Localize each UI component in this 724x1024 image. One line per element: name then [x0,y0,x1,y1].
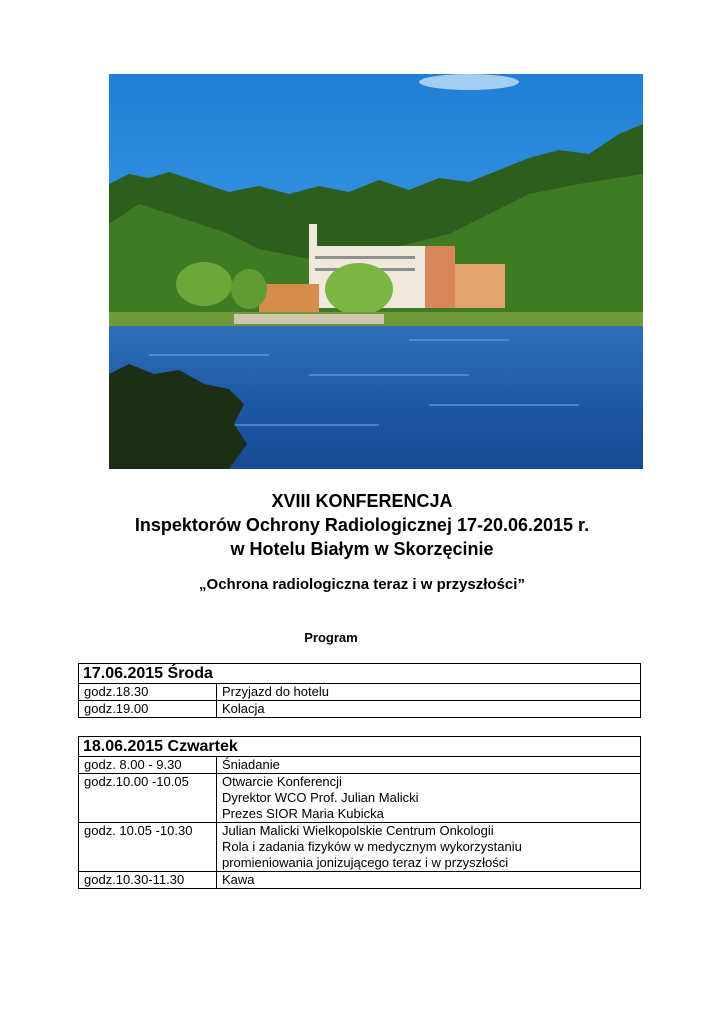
event-line: Otwarcie Konferencji [222,774,342,789]
conference-motto: „Ochrona radiologiczna teraz i w przyszłości” [199,576,525,593]
conference-subtitle: Inspektorów Ochrony Radiologicznej 17-20.06.2015 r. [134,515,590,535]
schedule-event [217,872,641,889]
day-header: 18.06.2015 Czwartek [79,737,641,757]
schedule-time: godz.10.00 -10.05 [79,774,217,823]
schedule-time: godz.18.30 [79,684,217,701]
schedule-day-1 [78,663,641,718]
event-line: Dyrektor WCO Prof. Julian Malicki [222,790,419,805]
schedule-time: godz. 10.05 -10.30 [79,823,217,872]
schedule-row [79,774,641,823]
event-line: promieniowania jonizującego teraz i w przyszłości [222,855,509,870]
event-line: Prezes SIOR Maria Kubicka [222,806,384,821]
schedule-event [217,757,641,774]
schedule-event [217,701,641,718]
event-line: Śniadanie [222,757,280,772]
schedule-row [79,823,641,872]
event-line: Kawa [222,872,255,887]
event-line: Przyjazd do hotelu [222,684,329,699]
schedule-row [79,757,641,774]
schedule-event [217,823,641,872]
event-line: Kolacja [222,701,265,716]
day-header: 17.06.2015 Środa [79,664,641,684]
schedule-event [217,774,641,823]
schedule-row [79,701,641,718]
conference-title: XVIII KONFERENCJA [271,491,453,511]
schedule-row [79,872,641,889]
day-header-row [79,737,641,757]
event-line: Julian Malicki Wielkopolskie Centrum Onkologii [222,823,494,838]
event-line: Rola i zadania fizyków w medycznym wykorzystaniu [222,839,522,854]
schedule-time: godz. 8.00 - 9.30 [79,757,217,774]
day-header-row [79,664,641,684]
schedule-event [217,684,641,701]
schedule-time: godz.10.30-11.30 [79,872,217,889]
conference-venue: w Hotelu Białym w Skorzęcinie [230,539,494,559]
hotel-lake-photo [109,74,643,469]
schedule-day-2 [78,736,641,889]
schedule-time: godz.19.00 [79,701,217,718]
program-heading: Program [304,630,358,645]
schedule-row [79,684,641,701]
